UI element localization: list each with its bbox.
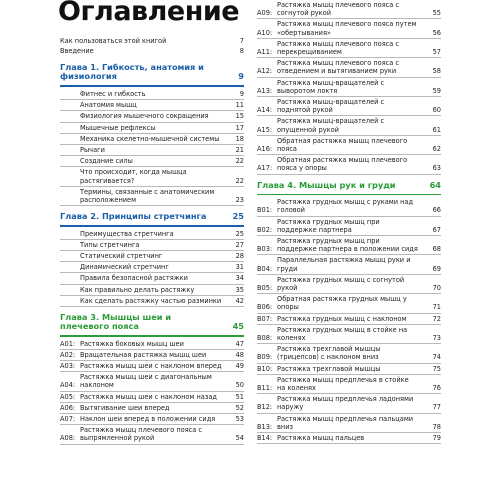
entry-title: Растяжка грудных мышц с руками над головой <box>277 198 414 215</box>
entry-code: A09: <box>257 9 273 18</box>
chapter-rule <box>60 335 244 337</box>
toc-entry[interactable] <box>60 350 244 361</box>
entry-code: A17: <box>257 164 273 173</box>
entry-title: Растяжка грудных мышц при поддержке партнера в положении сидя <box>277 236 418 254</box>
entry-title: Растяжка грудных мышц с наклоном <box>277 314 407 323</box>
entry-page-number: 51 <box>235 392 244 401</box>
entry-title: Параллельная растяжка мышц руки и груди <box>277 256 411 273</box>
entry-title: Как сделать растяжку частью разминки <box>80 296 222 305</box>
entry-page-number: 79 <box>432 434 441 443</box>
entry-page-number: 11 <box>235 101 244 110</box>
toc-entry[interactable] <box>60 414 244 425</box>
entry-title: Рычаги <box>80 145 105 154</box>
entry-title: Термины, связанные с анатомическим расположением <box>80 187 215 204</box>
toc-entry[interactable] <box>60 240 244 251</box>
entry-code: B05: <box>257 283 273 292</box>
entry-title: Вытягивание шеи вперед <box>80 403 170 412</box>
chapter-1-section <box>60 63 244 206</box>
entry-code: A11: <box>257 48 273 57</box>
entry-title: Как пользоваться этой книгой <box>60 37 167 45</box>
toc-entry[interactable] <box>60 47 244 55</box>
toc-entry[interactable] <box>257 236 441 255</box>
toc-entry[interactable] <box>60 134 244 145</box>
entry-page-number: 73 <box>432 334 441 342</box>
toc-entry[interactable] <box>60 285 244 296</box>
entry-code: A06: <box>60 403 76 412</box>
entry-title: Наклон шеи вперед в положении сидя <box>80 414 216 423</box>
entry-code: B04: <box>257 264 273 273</box>
chapter-heading[interactable] <box>60 212 244 221</box>
entry-title: Обратная растяжка грудных мышц у опоры <box>277 295 407 312</box>
entry-page-number: 61 <box>432 125 441 134</box>
entry-page-number: 17 <box>235 123 244 132</box>
entry-code: B02: <box>257 225 273 234</box>
toc-entry[interactable] <box>257 0 441 19</box>
chapter-page-number: 9 <box>238 71 244 82</box>
intro-entries <box>60 37 244 55</box>
entry-page-number: 58 <box>432 67 441 76</box>
entry-code: B13: <box>257 422 273 431</box>
toc-entry[interactable] <box>257 414 441 433</box>
entry-title: Растяжка мышц шеи с диагональным наклоном <box>80 373 212 390</box>
entry-page-number: 21 <box>235 145 244 154</box>
toc-entry[interactable] <box>257 39 441 58</box>
entry-title: Растяжка мышц предплечья в стойке на коленях <box>277 375 409 393</box>
toc-entry[interactable] <box>257 197 441 216</box>
toc-entry[interactable] <box>257 97 441 116</box>
toc-entry[interactable] <box>60 187 244 206</box>
toc-entry[interactable] <box>60 403 244 414</box>
toc-entry[interactable] <box>60 339 244 350</box>
entry-code: A10: <box>257 28 273 37</box>
entry-title: Растяжка мышц предплечья пальцами вниз <box>277 414 414 431</box>
entry-code: B07: <box>257 314 273 323</box>
toc-entry[interactable] <box>60 361 244 372</box>
entry-page-number: 27 <box>235 240 244 249</box>
entry-page-number: 18 <box>235 134 244 143</box>
entry-page-number: 74 <box>432 353 441 362</box>
entry-code: B03: <box>257 245 273 254</box>
chapter-page-number: 45 <box>232 321 244 332</box>
toc-entry[interactable] <box>257 255 441 274</box>
entry-title: Анатомия мышц <box>80 101 137 110</box>
chapter-heading[interactable] <box>60 63 244 81</box>
entry-page-number: 28 <box>235 252 244 261</box>
entry-code: A15: <box>257 125 273 134</box>
entry-title: Растяжка мышц плечевого пояса с перекрещиванием <box>277 39 400 57</box>
toc-entry[interactable] <box>60 37 244 45</box>
toc-entry[interactable] <box>257 314 441 325</box>
entry-page-number: 68 <box>432 245 441 254</box>
entry-page-number: 78 <box>432 422 441 431</box>
entry-title: Растяжка боковых мышц шеи <box>80 339 184 348</box>
entry-title: Растяжка мышц плечевого пояса с согнутой рукой <box>277 1 400 18</box>
entry-page-number: 72 <box>432 314 441 323</box>
toc-entry[interactable] <box>60 89 244 100</box>
entry-code: B14: <box>257 434 273 443</box>
entry-title: Обратная растяжка мышц плечевого пояса у опоры <box>277 156 408 173</box>
toc-entry[interactable] <box>257 19 441 38</box>
entry-code: A14: <box>257 106 273 115</box>
entry-page-number: 56 <box>432 28 441 37</box>
entry-page-number: 7 <box>239 37 244 45</box>
entry-title: Растяжка мышц плечевого пояса с отведением и вытягиванием руки <box>277 59 400 76</box>
entry-title: Механика скелетно-мышечной системы <box>80 134 220 143</box>
entry-title: Как правильно делать растяжку <box>80 285 195 294</box>
chapter-3-continued <box>257 0 441 175</box>
entry-code: A04: <box>60 381 76 390</box>
toc-entry[interactable] <box>257 394 441 413</box>
entry-title: Вращательная растяжка мышц шеи <box>80 350 207 359</box>
entry-code: B06: <box>257 303 273 312</box>
toc-entry[interactable] <box>257 217 441 236</box>
entry-page-number: 42 <box>235 296 244 305</box>
chapter-4-section <box>257 181 441 445</box>
entry-code: B01: <box>257 206 273 215</box>
page-title: Оглавление <box>58 0 240 27</box>
chapter-rule <box>257 194 441 196</box>
entry-title: Растяжка мышц предплечья ладонями наружу <box>277 395 414 412</box>
toc-entry[interactable] <box>60 229 244 240</box>
toc-entry[interactable] <box>257 78 441 97</box>
toc-entry[interactable] <box>60 425 244 444</box>
entry-page-number: 34 <box>235 274 244 283</box>
toc-entry[interactable] <box>60 156 244 167</box>
entry-page-number: 53 <box>235 414 244 423</box>
entry-code: A13: <box>257 86 273 95</box>
entry-title: Растяжка мышц-вращателей с опущенной рукой <box>277 117 385 134</box>
entry-code: A16: <box>257 145 273 154</box>
entry-title: Растяжка мышц плечевого пояса путем «обертывания» <box>277 20 417 37</box>
entry-page-number: 54 <box>235 434 244 443</box>
entry-code: A07: <box>60 414 76 423</box>
entry-code: A05: <box>60 392 76 401</box>
toc-entry[interactable] <box>257 136 441 155</box>
entry-page-number: 22 <box>235 157 244 166</box>
entry-page-number: 9 <box>239 89 244 98</box>
entry-page-number: 25 <box>235 229 244 238</box>
toc-entry[interactable] <box>60 251 244 262</box>
entry-title: Типы стретчинга <box>80 240 140 249</box>
entry-page-number: 8 <box>239 47 244 56</box>
entry-page-number: 63 <box>432 164 441 173</box>
chapter-3-section <box>60 313 244 445</box>
entry-code: A01: <box>60 339 76 348</box>
entry-title: Растяжка трехглавой мышцы <box>277 364 381 373</box>
toc-left-column <box>60 37 244 445</box>
entry-page-number: 31 <box>235 263 244 272</box>
entry-code: A02: <box>60 350 76 359</box>
entry-page-number: 70 <box>432 283 441 292</box>
entry-page-number: 47 <box>235 339 244 348</box>
toc-entry[interactable] <box>60 167 244 186</box>
entry-page-number: 62 <box>432 145 441 154</box>
entry-title: Фитнес и гибкость <box>80 89 146 98</box>
toc-entry[interactable] <box>257 325 441 344</box>
entry-title: Мышечные рефлексы <box>80 123 156 132</box>
entry-page-number: 52 <box>235 403 244 412</box>
entry-page-number: 77 <box>432 403 441 412</box>
entry-title: Что происходит, когда мышца растягивается? <box>80 168 187 185</box>
entry-page-number: 76 <box>432 384 441 393</box>
entry-title: Растяжка трехглавой мышцы (трицепсов) с наклоном вниз <box>277 345 381 362</box>
entry-page-number: 35 <box>235 285 244 294</box>
entry-code: B11: <box>257 384 273 393</box>
entry-page-number: 49 <box>235 361 244 370</box>
entry-title: Растяжка мышц плечевого пояса с выпрямленной рукой <box>80 426 203 443</box>
entry-page-number: 66 <box>432 206 441 215</box>
entry-title: Динамический стретчинг <box>80 263 169 272</box>
entry-page-number: 67 <box>432 225 441 234</box>
toc-entry[interactable] <box>60 111 244 122</box>
entry-page-number: 69 <box>432 264 441 273</box>
entry-title: Растяжка мышц-вращателей с выворотом локтя <box>277 78 385 95</box>
chapter-heading[interactable] <box>257 181 441 190</box>
toc-entry[interactable] <box>60 392 244 403</box>
toc-right-column <box>257 0 441 444</box>
toc-entry[interactable] <box>60 273 244 284</box>
toc-entry[interactable] <box>60 145 244 156</box>
toc-entry[interactable] <box>257 364 441 375</box>
entry-code: A08: <box>60 434 76 443</box>
entry-page-number: 15 <box>235 112 244 121</box>
chapter-heading[interactable] <box>60 313 244 331</box>
toc-entry[interactable] <box>60 372 244 391</box>
toc-entry[interactable] <box>257 344 441 363</box>
entry-code: B08: <box>257 334 273 342</box>
entry-page-number: 22 <box>235 176 244 185</box>
entry-code: A03: <box>60 361 76 370</box>
entry-code: B12: <box>257 403 273 412</box>
toc-entry[interactable] <box>257 275 441 294</box>
entry-title: Растяжка мышц-вращателей с поднятой рукой <box>277 98 385 115</box>
chapter-title: Глава 2. Принципы стретчинга <box>60 211 207 222</box>
entry-title: Растяжка мышц шеи с наклоном назад <box>80 392 217 401</box>
toc-entry[interactable] <box>60 296 244 307</box>
entry-page-number: 71 <box>432 303 441 312</box>
entry-title: Растяжка мышц пальцев <box>277 434 365 443</box>
entry-title: Обратная растяжка мышц плечевого пояса <box>277 136 408 154</box>
entry-title: Физиология мышечного сокращения <box>80 112 209 121</box>
toc-entry[interactable] <box>257 155 441 174</box>
entry-title: Растяжка мышц шеи с наклоном вперед <box>80 361 222 370</box>
chapter-page-number: 25 <box>232 211 244 222</box>
chapter-title: Глава 1. Гибкость, анатомия и физиология <box>60 62 204 82</box>
chapter-2-section <box>60 212 244 307</box>
entry-code: B10: <box>257 364 273 373</box>
toc-entry[interactable] <box>60 123 244 134</box>
entry-page-number: 23 <box>235 195 244 204</box>
toc-entry[interactable] <box>60 262 244 273</box>
entry-title: Растяжка грудных мышц при поддержке партнера <box>277 217 380 234</box>
entry-title: Растяжка грудных мышц в стойке на коленях <box>277 325 408 342</box>
entry-page-number: 57 <box>432 48 441 57</box>
toc-entry[interactable] <box>257 58 441 77</box>
toc-entry[interactable] <box>257 375 441 394</box>
chapter-page-number: 64 <box>429 179 441 190</box>
entry-title: Введение <box>60 47 94 56</box>
entry-code: A12: <box>257 67 273 76</box>
toc-entry[interactable] <box>257 433 441 444</box>
entry-page-number: 75 <box>432 364 441 373</box>
entry-page-number: 50 <box>235 381 244 390</box>
toc-entry[interactable] <box>257 116 441 135</box>
chapter-title: Глава 4. Мышцы рук и груди <box>257 179 396 190</box>
entry-title: Растяжка грудных мышц с согнутой рукой <box>277 275 405 292</box>
entry-title: Правила безопасной растяжки <box>80 274 188 283</box>
chapter-rule <box>60 225 244 227</box>
entry-title: Преимущества стретчинга <box>80 229 174 238</box>
toc-entry[interactable] <box>60 100 244 111</box>
entry-page-number: 59 <box>432 86 441 95</box>
entry-title: Создание силы <box>80 157 133 166</box>
entry-page-number: 55 <box>432 9 441 18</box>
toc-entry[interactable] <box>257 294 441 313</box>
chapter-title: Глава 3. Мышцы шеи и плечевого пояса <box>60 312 172 332</box>
entry-code: B09: <box>257 353 273 362</box>
entry-title: Статический стретчинг <box>80 252 163 261</box>
entry-page-number: 48 <box>235 350 244 359</box>
entry-page-number: 60 <box>432 106 441 115</box>
chapter-rule <box>60 85 244 87</box>
